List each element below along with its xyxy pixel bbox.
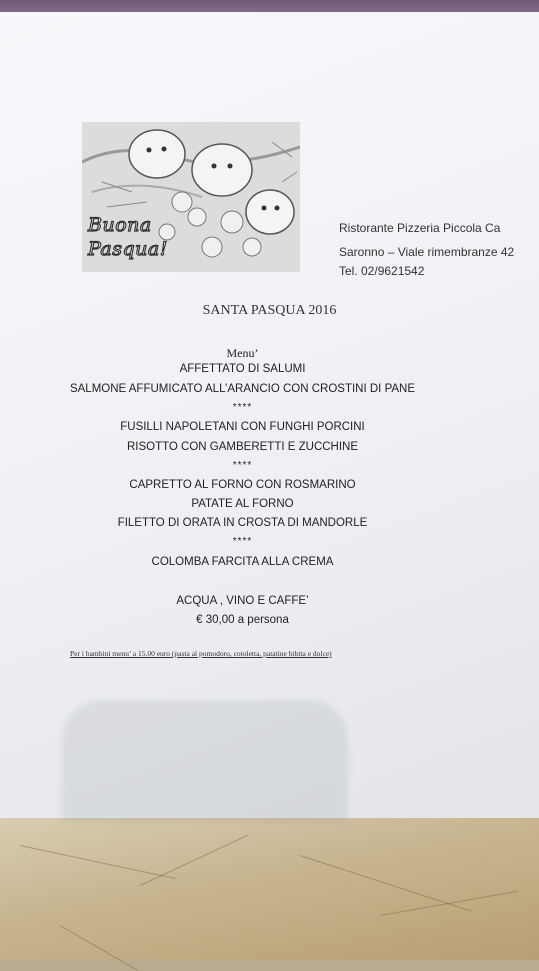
marble-counter <box>0 815 539 960</box>
page-title: SANTA PASQUA 2016 <box>202 303 337 318</box>
menu-item: COLOMBA FARCITA ALLA CREMA <box>151 556 334 568</box>
menu-item: RISOTTO CON GAMBERETTI E ZUCCHINE <box>126 441 359 453</box>
restaurant-name: Ristorante Pizzeria Piccola Ca <box>339 221 501 235</box>
menu-price: € 30,00 a persona <box>196 614 289 626</box>
restaurant-address: Saronno – Viale rimembranze 42 <box>339 245 515 259</box>
menu-item: ACQUA , VINO E CAFFE’ <box>176 595 309 607</box>
menu-separator: **** <box>232 402 253 413</box>
shadow <box>62 700 348 822</box>
menu-item: FILETTO DI ORATA IN CROSTA DI MANDORLE <box>117 517 368 529</box>
menu-item: AFFETTATO DI SALUMI <box>179 363 306 375</box>
restaurant-phone: Tel. 02/9621542 <box>339 264 425 278</box>
children-menu-note: Per i bambini menu’ a 15.00 euro (pasta al pomodoro, cotoletta, patatine bibita e dolce) <box>70 649 332 658</box>
menu-item: CAPRETTO AL FORNO CON ROSMARINO <box>129 479 356 491</box>
menu-item: PATATE AL FORNO <box>191 498 294 510</box>
menu-heading: Menu’ <box>226 346 259 360</box>
logo-text-pasqua: Pasqua! <box>88 238 168 260</box>
menu-separator: **** <box>232 460 253 471</box>
menu-separator: **** <box>232 536 253 547</box>
menu-item: FUSILLI NAPOLETANI CON FUNGHI PORCINI <box>120 421 365 433</box>
logo-text-buona: Buona <box>88 214 152 236</box>
easter-logo <box>82 122 300 272</box>
menu-item: SALMONE AFFUMICATO ALL’ARANCIO CON CROSTINI DI PANE <box>69 383 416 395</box>
